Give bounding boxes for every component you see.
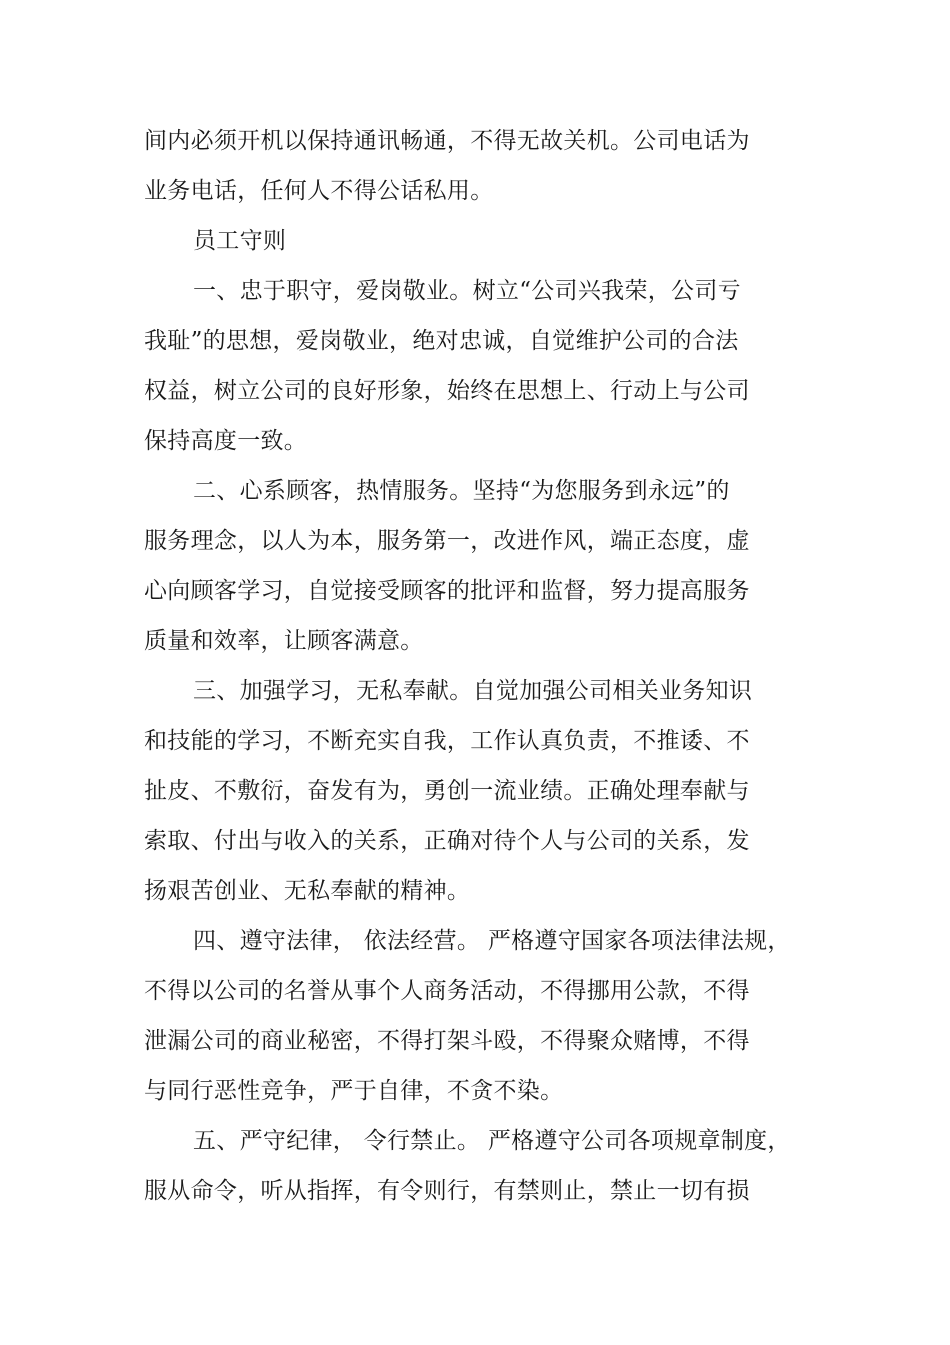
body-text-line: 权益，树立公司的良好形象，始终在思想上、行动上与公司 xyxy=(144,378,750,404)
body-text-line: 扯皮、不敷衍，奋发有为，勇创一流业绩。正确处理奉献与 xyxy=(144,778,750,804)
body-text-line: 心向顾客学习，自觉接受顾客的批评和监督，努力提高服务 xyxy=(144,578,750,604)
body-text-line: 和技能的学习，不断充实自我，工作认真负责，不推诿、不 xyxy=(144,728,750,754)
body-text-line: 不得以公司的名誉从事个人商务活动，不得挪用公款，不得 xyxy=(144,978,750,1004)
body-text-line: 三、加强学习，无私奉献。自觉加强公司相关业务知识 xyxy=(193,678,753,704)
body-text-line: 间内必须开机以保持通讯畅通，不得无故关机。公司电话为 xyxy=(144,128,750,154)
body-text-line: 我耻”的思想，爱岗敬业，绝对忠诚，自觉维护公司的合法 xyxy=(144,328,739,354)
body-text-line: 质量和效率，让顾客满意。 xyxy=(144,628,424,654)
body-text-line: 扬艰苦创业、无私奉献的精神。 xyxy=(144,878,471,904)
body-text-line: 四、遵守法律， 依法经营。 严格遵守国家各项法律法规， xyxy=(193,928,791,954)
body-text-line: 业务电话，任何人不得公话私用。 xyxy=(144,178,494,204)
body-text-line: 五、严守纪律， 令行禁止。 严格遵守公司各项规章制度， xyxy=(193,1128,791,1154)
body-text-line: 二、心系顾客，热情服务。坚持“为您服务到永远”的 xyxy=(193,478,730,504)
body-text-line: 索取、付出与收入的关系，正确对待个人与公司的关系，发 xyxy=(144,828,750,854)
body-text-line: 服从命令，听从指挥，有令则行，有禁则止，禁止一切有损 xyxy=(144,1178,750,1204)
body-text-line: 服务理念，以人为本，服务第一，改进作风，端正态度，虚 xyxy=(144,528,750,554)
body-text-line: 保持高度一致。 xyxy=(144,428,308,454)
body-text-line: 与同行恶性竞争，严于自律，不贪不染。 xyxy=(144,1078,564,1104)
section-heading: 员工守则 xyxy=(193,228,287,254)
body-text-line: 泄漏公司的商业秘密，不得打架斗殴，不得聚众赌博，不得 xyxy=(144,1028,750,1054)
body-text-line: 一、忠于职守，爱岗敬业。树立“公司兴我荣，公司亏 xyxy=(193,278,741,304)
